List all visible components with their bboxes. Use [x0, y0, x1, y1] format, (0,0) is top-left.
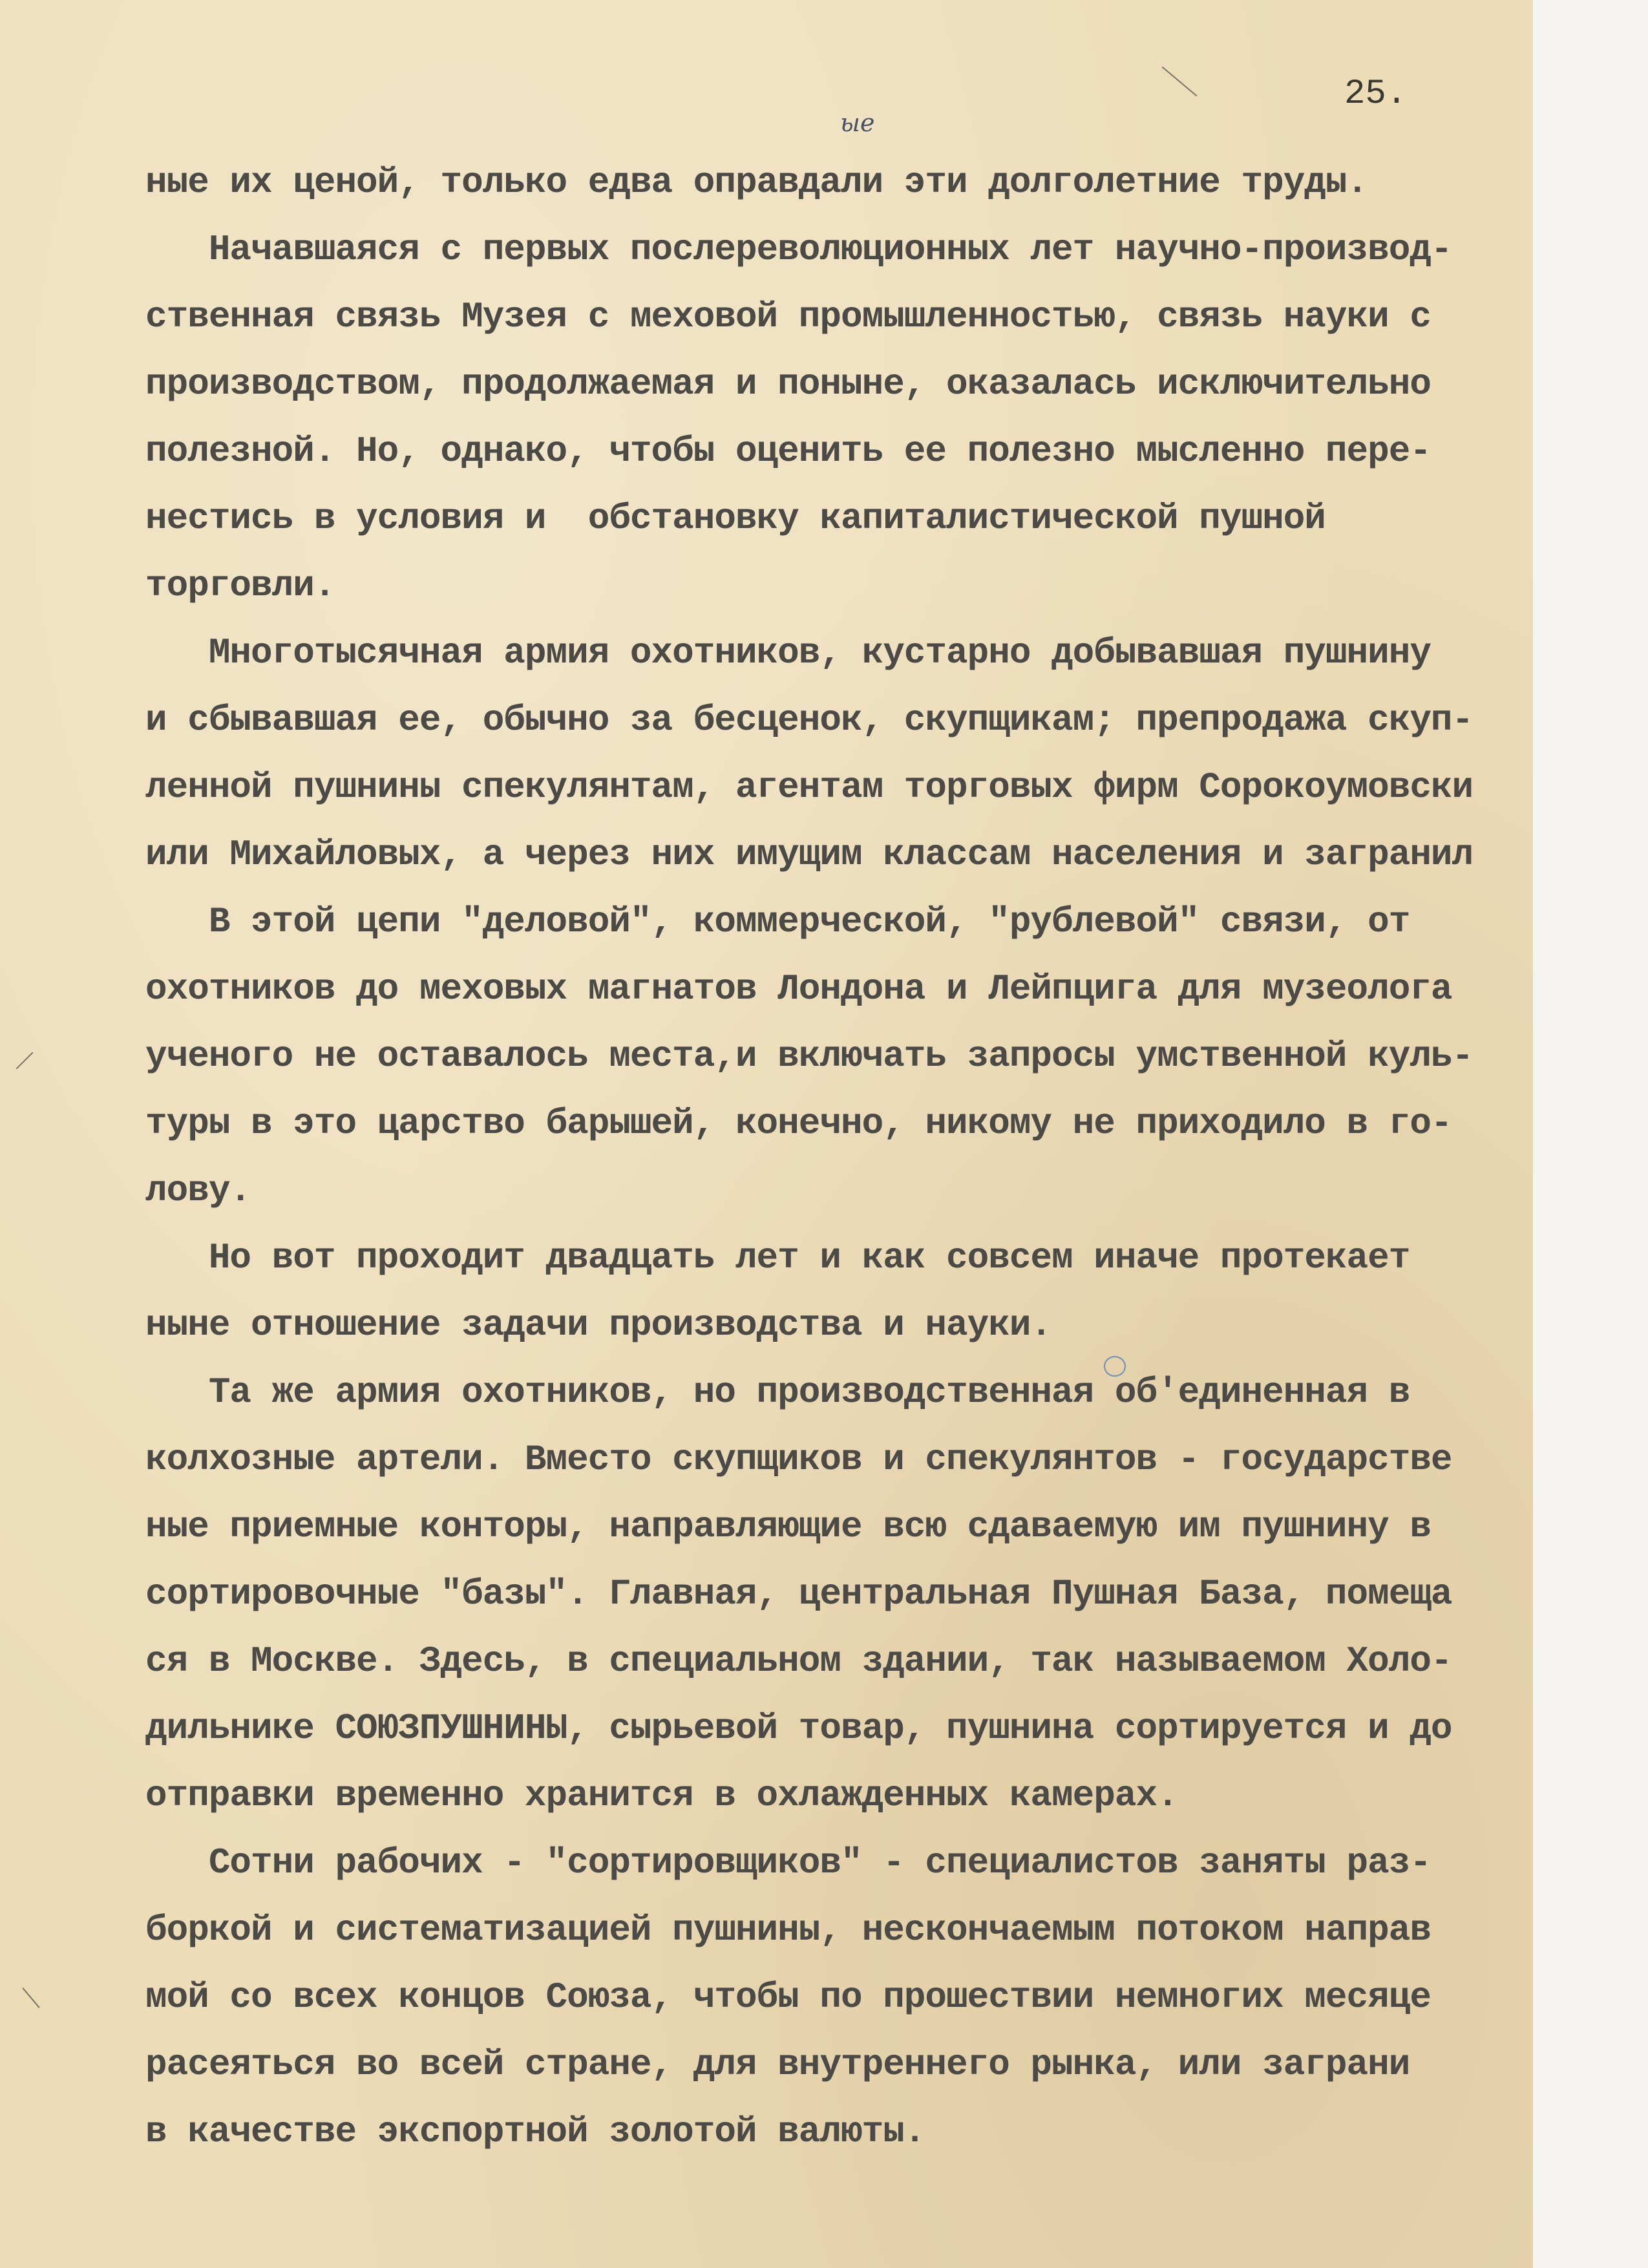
text-line: дильнике СОЮЗПУШНИНЫ, сырьевой товар, пушнина сортируется и до — [145, 1708, 1452, 1749]
text-line: Сотни рабочих - "сортировщиков" - специалистов заняты раз- — [145, 1842, 1431, 1883]
text-line: Многотысячная армия охотников, кустарно добывавшая пушнину — [145, 632, 1431, 673]
page-number: 25. — [1344, 74, 1408, 114]
text-line: ленной пушнины спекулянтам, агентам торговых фирм Сорокоумовски — [145, 767, 1474, 808]
text-line: туры в это царство барышей, конечно, никому не приходило в го- — [145, 1103, 1452, 1144]
text-line: и сбывавшая ее, обычно за бесценок, скупщикам; препродажа скуп- — [145, 699, 1474, 741]
text-line: ученого не оставалось места,и включать запросы умственной куль- — [145, 1035, 1474, 1077]
text-line: в качестве экспортной золотой валюты. — [145, 2111, 925, 2152]
text-line: ныне отношение задачи производства и науки. — [145, 1304, 1052, 1346]
text-line: Но вот проходит двадцать лет и как совсем иначе протекает — [145, 1237, 1410, 1278]
handwritten-correction: ые — [840, 109, 875, 137]
text-line: охотников до меховых магнатов Лондона и Лейпцига для музеолога — [145, 968, 1452, 1010]
text-line: ственная связь Музея с меховой промышленностью, связь науки с — [145, 296, 1431, 337]
text-line: мой со всех концов Союза, чтобы по прошествии немногих месяце — [145, 1977, 1431, 2018]
text-line: расеяться во всей стране, для внутреннего рынка, или заграни — [145, 2044, 1410, 2085]
text-line: или Михайловых, а через них имущим классам населения и загранил — [145, 834, 1474, 875]
text-line: торговли. — [145, 565, 335, 606]
text-line: В этой цепи "деловой", коммерческой, "рублевой" связи, от — [145, 901, 1410, 942]
text-line: колхозные артели. Вместо скупщиков и спекулянтов - государстве — [145, 1439, 1452, 1480]
text-line: полезной. Но, однако, чтобы оценить ее полезно мысленно пере- — [145, 430, 1431, 472]
text-line: нестись в условия и обстановку капиталистической пушной — [145, 498, 1326, 539]
text-line: Та же армия охотников, но производственная об'единенная в — [145, 1372, 1410, 1413]
text-line: Начавшаяся с первых послереволюционных лет научно-производ- — [145, 229, 1452, 270]
text-line: боркой и систематизацией пушнины, нескончаемым потоком направ — [145, 1909, 1431, 1951]
text-line: ные приемные конторы, направляющие всю сдаваемую им пушнину в — [145, 1506, 1431, 1547]
text-line: ные их ценой, только едва оправдали эти долголетние труды. — [145, 162, 1368, 203]
text-line: лову. — [145, 1170, 251, 1211]
text-line: сортировочные "базы". Главная, центральная Пушная База, помеща — [145, 1573, 1452, 1615]
text-line: производством, продолжаемая и поныне, оказалась исключительно — [145, 363, 1431, 405]
text-line: ся в Москве. Здесь, в специальном здании, так называемом Холо- — [145, 1640, 1452, 1682]
background-margin — [1533, 0, 1648, 2268]
text-line: отправки временно хранится в охлажденных камерах. — [145, 1775, 1178, 1816]
